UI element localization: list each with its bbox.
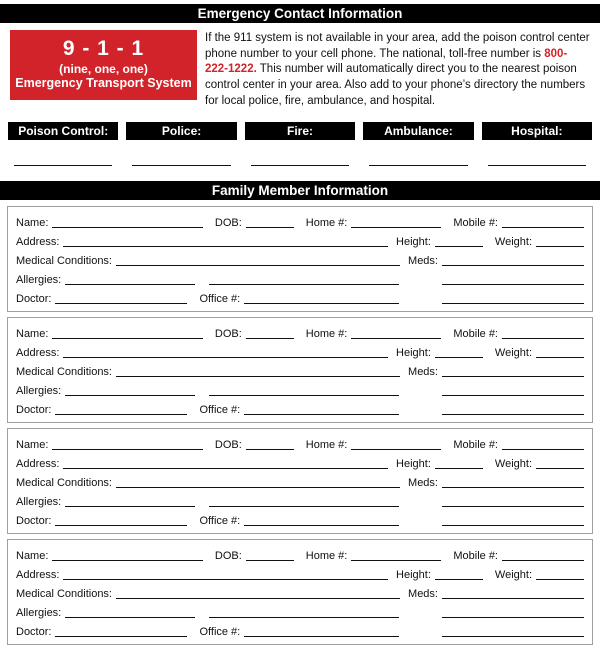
name-label: Name: [16, 438, 49, 451]
contact-label-hospital: Hospital: [482, 122, 592, 140]
doctor-label: Doctor: [16, 514, 52, 527]
name-label: Name: [16, 216, 49, 229]
office-phone-label: Office #: [199, 514, 241, 527]
meds-continuation-line-2[interactable] [442, 303, 584, 304]
member-row-address [16, 231, 584, 250]
member-row-doctor [16, 510, 584, 529]
contact-line-ambulance[interactable] [369, 165, 467, 166]
meds-line[interactable] [442, 598, 584, 599]
doctor-line[interactable] [55, 636, 187, 637]
allergies-continuation-line[interactable] [209, 506, 399, 507]
member-row-identity [16, 212, 584, 231]
home-phone-label: Home #: [305, 549, 348, 562]
allergies-line[interactable] [65, 395, 195, 396]
home-phone-label: Home #: [305, 438, 348, 451]
member-row-medical [16, 361, 584, 380]
office-phone-label: Office #: [199, 403, 241, 416]
weight-line[interactable] [536, 357, 584, 358]
intro-text-after: This number will automatically direct you to the nearest poison control center in your area. Also add to your phone’s directory the numbers for local police, fire, ambulance, and hospital. [205, 63, 586, 107]
mobile-phone-label: Mobile #: [453, 216, 498, 229]
home-phone-label: Home #: [305, 327, 348, 340]
member-row-medical [16, 583, 584, 602]
height-label: Height: [396, 346, 431, 359]
dob-line[interactable] [246, 227, 294, 228]
dob-label: DOB: [214, 438, 242, 451]
height-label: Height: [396, 235, 431, 248]
home-phone-line[interactable] [351, 449, 441, 450]
meds-continuation-line-1[interactable] [442, 506, 584, 507]
doctor-label: Doctor: [16, 625, 52, 638]
meds-continuation-line-1[interactable] [442, 617, 584, 618]
medical-conditions-label: Medical Conditions: [16, 476, 112, 489]
address-label: Address: [16, 568, 60, 581]
member-row-address [16, 453, 584, 472]
contact-line-hospital[interactable] [488, 165, 586, 166]
mobile-phone-line[interactable] [502, 227, 584, 228]
doctor-label: Doctor: [16, 292, 52, 305]
poison-control-phone-number: 800-222-1222. [205, 47, 568, 76]
home-phone-line[interactable] [351, 560, 441, 561]
contact-col-poison-control [8, 122, 118, 166]
emergency-contact-header: Emergency Contact Information [0, 4, 600, 23]
allergies-line[interactable] [65, 506, 195, 507]
allergies-label: Allergies: [16, 495, 62, 508]
allergies-line[interactable] [65, 617, 195, 618]
contact-line-police[interactable] [132, 165, 230, 166]
doctor-line[interactable] [55, 525, 187, 526]
office-phone-line[interactable] [244, 525, 399, 526]
weight-label: Weight: [494, 346, 532, 359]
member-card [7, 428, 593, 534]
mobile-phone-label: Mobile #: [453, 327, 498, 340]
contact-label-ambulance: Ambulance: [363, 122, 473, 140]
member-row-allergies [16, 602, 584, 621]
office-phone-label: Office #: [199, 625, 241, 638]
medical-conditions-label: Medical Conditions: [16, 254, 112, 267]
address-line[interactable] [63, 246, 388, 247]
medical-conditions-line[interactable] [116, 598, 400, 599]
dob-label: DOB: [214, 216, 242, 229]
height-line[interactable] [435, 357, 483, 358]
meds-continuation-line-1[interactable] [442, 284, 584, 285]
doctor-line[interactable] [55, 303, 187, 304]
height-label: Height: [396, 568, 431, 581]
member-row-doctor [16, 399, 584, 418]
medical-conditions-line[interactable] [116, 487, 400, 488]
home-phone-line[interactable] [351, 227, 441, 228]
medical-conditions-label: Medical Conditions: [16, 365, 112, 378]
intro-text-before: If the 911 system is not available in your area, add the poison control center phone number to your cell phone. The national, toll-free number is [205, 32, 590, 60]
meds-label: Meds: [408, 365, 438, 378]
member-row-allergies [16, 269, 584, 288]
name-line[interactable] [52, 338, 202, 339]
dob-line[interactable] [246, 449, 294, 450]
member-row-identity [16, 545, 584, 564]
weight-label: Weight: [494, 457, 532, 470]
member-card [7, 317, 593, 423]
medical-conditions-line[interactable] [116, 265, 400, 266]
member-row-allergies [16, 491, 584, 510]
height-line[interactable] [435, 246, 483, 247]
height-label: Height: [396, 457, 431, 470]
contact-col-ambulance [363, 122, 473, 166]
meds-line[interactable] [442, 265, 584, 266]
medical-conditions-label: Medical Conditions: [16, 587, 112, 600]
mobile-phone-line[interactable] [502, 449, 584, 450]
emergency-contact-form-page [0, 4, 600, 638]
911-phonetic: (nine, one, one) [59, 62, 148, 76]
dob-label: DOB: [214, 327, 242, 340]
meds-line[interactable] [442, 487, 584, 488]
weight-line[interactable] [536, 468, 584, 469]
family-members [0, 200, 600, 645]
meds-continuation-line-1[interactable] [442, 395, 584, 396]
allergies-label: Allergies: [16, 273, 62, 286]
contact-line-poison-control[interactable] [14, 165, 112, 166]
doctor-line[interactable] [55, 414, 187, 415]
address-line[interactable] [63, 357, 388, 358]
mobile-phone-line[interactable] [502, 338, 584, 339]
contact-col-hospital [482, 122, 592, 166]
member-row-identity [16, 434, 584, 453]
poison-control-intro-text [205, 30, 590, 110]
weight-label: Weight: [494, 568, 532, 581]
contact-line-fire[interactable] [251, 165, 349, 166]
911-box [10, 30, 197, 100]
medical-conditions-line[interactable] [116, 376, 400, 377]
member-row-doctor [16, 621, 584, 640]
office-phone-label: Office #: [199, 292, 241, 305]
contact-label-fire: Fire: [245, 122, 355, 140]
address-label: Address: [16, 457, 60, 470]
member-row-allergies [16, 380, 584, 399]
meds-continuation-line-2[interactable] [442, 636, 584, 637]
meds-label: Meds: [408, 587, 438, 600]
member-card [7, 206, 593, 312]
meds-continuation-line-2[interactable] [442, 525, 584, 526]
name-label: Name: [16, 327, 49, 340]
dob-line[interactable] [246, 338, 294, 339]
address-label: Address: [16, 346, 60, 359]
meds-label: Meds: [408, 254, 438, 267]
allergies-line[interactable] [65, 284, 195, 285]
weight-line[interactable] [536, 246, 584, 247]
emergency-info-section [0, 23, 600, 110]
address-label: Address: [16, 235, 60, 248]
emergency-contacts-row [0, 122, 600, 166]
dob-line[interactable] [246, 560, 294, 561]
contact-label-poison-control: Poison Control: [8, 122, 118, 140]
name-line[interactable] [52, 449, 202, 450]
allergies-continuation-line[interactable] [209, 617, 399, 618]
911-system-name: Emergency Transport System [15, 76, 192, 90]
meds-line[interactable] [442, 376, 584, 377]
allergies-label: Allergies: [16, 606, 62, 619]
address-line[interactable] [63, 468, 388, 469]
height-line[interactable] [435, 468, 483, 469]
meds-continuation-line-2[interactable] [442, 414, 584, 415]
member-row-address [16, 342, 584, 361]
member-row-doctor [16, 288, 584, 307]
member-row-address [16, 564, 584, 583]
office-phone-line[interactable] [244, 636, 399, 637]
contact-col-fire [245, 122, 355, 166]
name-label: Name: [16, 549, 49, 562]
family-member-header: Family Member Information [0, 181, 600, 200]
911-number: 9 - 1 - 1 [62, 37, 145, 60]
name-line[interactable] [52, 227, 202, 228]
dob-label: DOB: [214, 549, 242, 562]
office-phone-line[interactable] [244, 414, 399, 415]
member-card [7, 539, 593, 645]
meds-label: Meds: [408, 476, 438, 489]
member-row-medical [16, 250, 584, 269]
contact-col-police [126, 122, 236, 166]
weight-line[interactable] [536, 579, 584, 580]
mobile-phone-label: Mobile #: [453, 549, 498, 562]
home-phone-line[interactable] [351, 338, 441, 339]
member-row-identity [16, 323, 584, 342]
member-row-medical [16, 472, 584, 491]
allergies-label: Allergies: [16, 384, 62, 397]
contact-label-police: Police: [126, 122, 236, 140]
office-phone-line[interactable] [244, 303, 399, 304]
name-line[interactable] [52, 560, 202, 561]
allergies-continuation-line[interactable] [209, 284, 399, 285]
address-line[interactable] [63, 579, 388, 580]
doctor-label: Doctor: [16, 403, 52, 416]
allergies-continuation-line[interactable] [209, 395, 399, 396]
height-line[interactable] [435, 579, 483, 580]
home-phone-label: Home #: [305, 216, 348, 229]
mobile-phone-label: Mobile #: [453, 438, 498, 451]
weight-label: Weight: [494, 235, 532, 248]
mobile-phone-line[interactable] [502, 560, 584, 561]
